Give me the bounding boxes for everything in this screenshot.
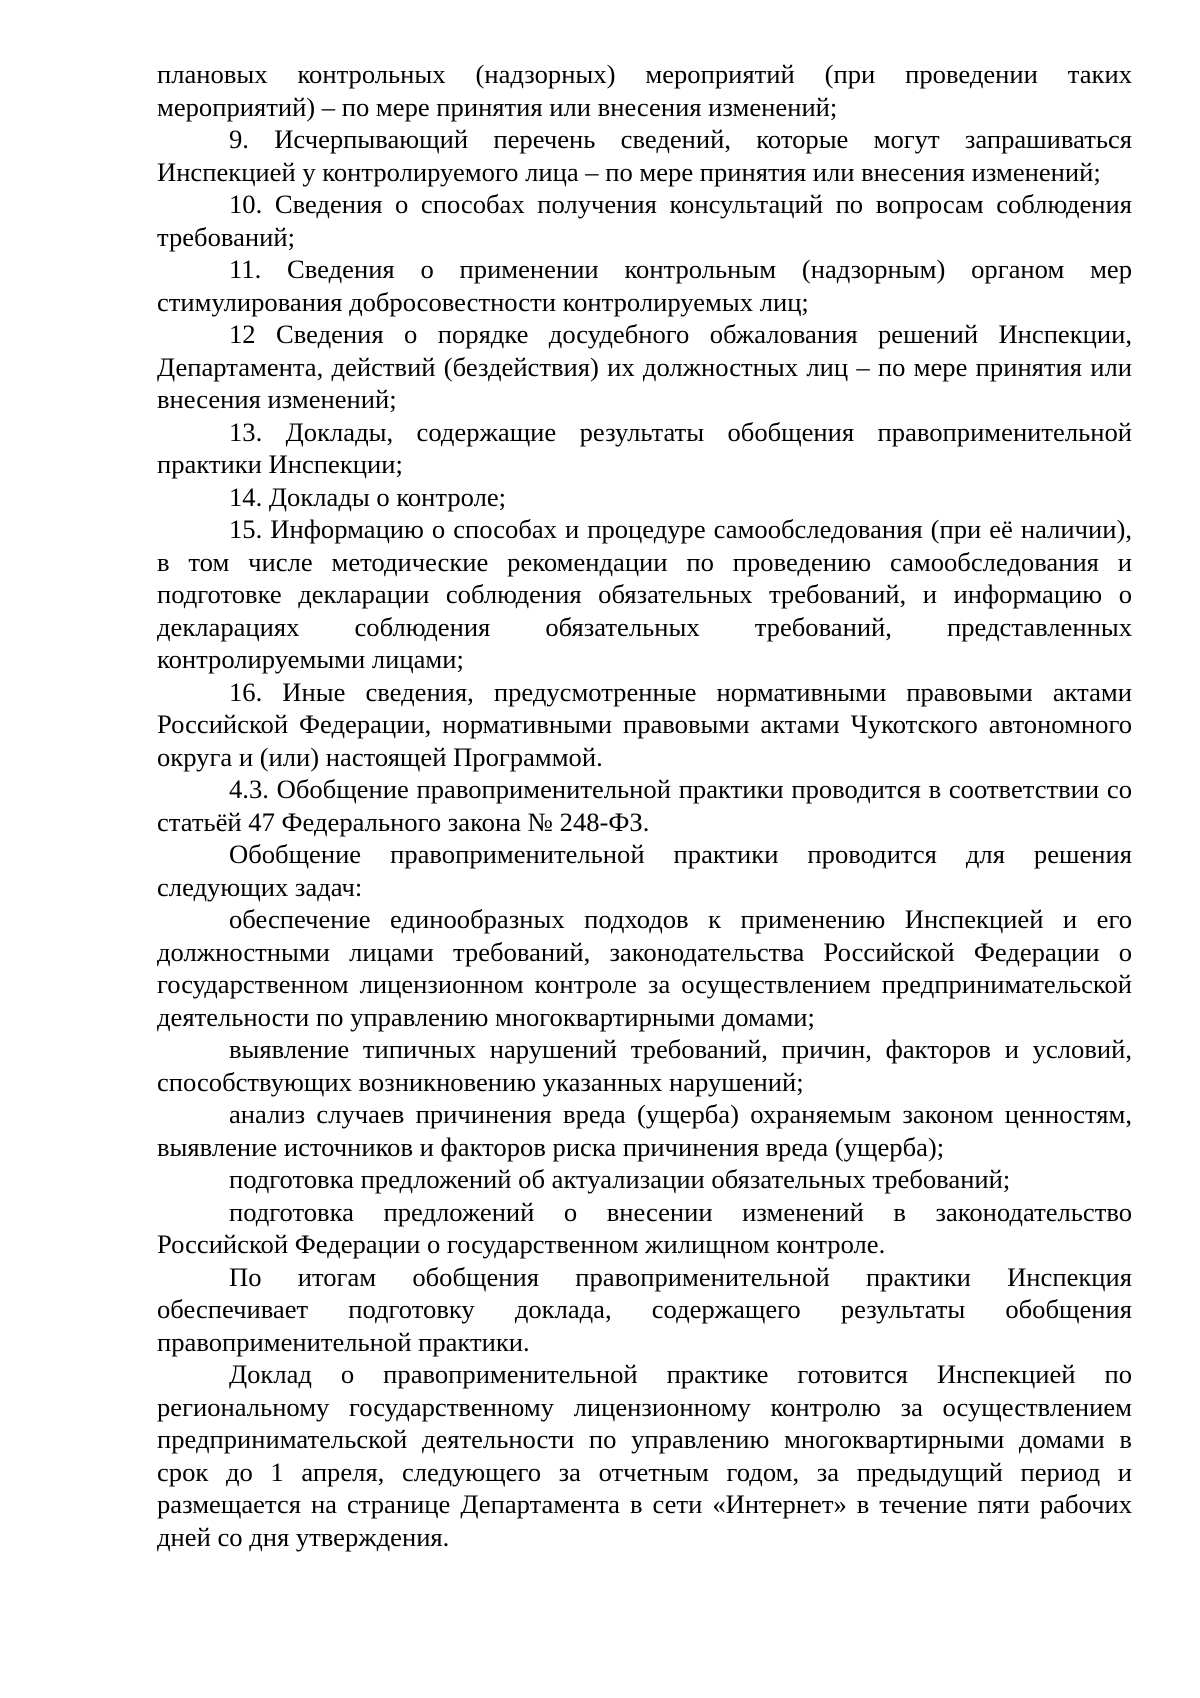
paragraph-continuation: плановых контрольных (надзорных) мероприятий (при проведении таких мероприятий) – по мере принятия или внесения изменений;: [157, 59, 1132, 122]
task-item-3: анализ случаев причинения вреда (ущерба) охраняемым законом ценностям, выявление источников и факторов риска причинения вреда (ущерба);: [157, 1099, 1132, 1162]
paragraph-report-deadline: Доклад о правоприменительной практике готовится Инспекцией по региональному государственному лицензионному контролю за осуществлением предпринимательской деятельности по управлению многоквартирными домами в срок до 1 апреля, следующего за отчетным годом, за предыдущий период и размещается на странице Департамента в сети «Интернет» в течение пяти рабочих дней со дня утверждения.: [157, 1359, 1132, 1552]
list-item-10: 10. Сведения о способах получения консультаций по вопросам соблюдения требований;: [157, 189, 1132, 252]
list-item-13: 13. Доклады, содержащие результаты обобщения правоприменительной практики Инспекции;: [157, 416, 1132, 479]
task-item-1: обеспечение единообразных подходов к применению Инспекцией и его должностными лицами требований, законодательства Российской Федерации о государственном лицензионном контроле за осуществлением предпринимательской деятельности по управлению многоквартирными домами;: [157, 904, 1132, 1032]
list-item-16: 16. Иные сведения, предусмотренные нормативными правовыми актами Российской Федерации, нормативными правовыми актами Чукотского автономного округа и (или) настоящей Программой.: [157, 676, 1132, 772]
list-item-15: 15. Информацию о способах и процедуре самообследования (при её наличии), в том числе методические рекомендации по проведению самообследования и подготовке декларации соблюдения обязательных требований, и информацию о декларациях соблюдения обязательных требований, представленных контролируемыми лицами;: [157, 514, 1132, 674]
list-item-9: 9. Исчерпывающий перечень сведений, которые могут запрашиваться Инспекцией у контролируемого лица – по мере принятия или внесения изменений;: [157, 124, 1132, 187]
list-item-11: 11. Сведения о применении контрольным (надзорным) органом мер стимулирования добросовестности контролируемых лиц;: [157, 254, 1132, 317]
task-item-4: подготовка предложений об актуализации обязательных требований;: [229, 1164, 1011, 1194]
list-item-14: 14. Доклады о контроле;: [229, 481, 507, 512]
task-item-2: выявление типичных нарушений требований, причин, факторов и условий, способствующих возникновению указанных нарушений;: [157, 1034, 1132, 1097]
paragraph-report-preparation: По итогам обобщения правоприменительной практики Инспекция обеспечивает подготовку доклада, содержащего результаты обобщения правоприменительной практики.: [157, 1261, 1132, 1357]
section-4-3: 4.3. Обобщение правоприменительной практики проводится в соответствии со статьёй 47 Федерального закона № 248-ФЗ.: [157, 774, 1132, 837]
task-item-5: подготовка предложений о внесении изменений в законодательство Российской Федерации о государственном жилищном контроле.: [157, 1196, 1132, 1259]
document-body: [157, 58, 1132, 1553]
list-item-12: 12 Сведения о порядке досудебного обжалования решений Инспекции, Департамента, действий (бездействия) их должностных лиц – по мере принятия или внесения изменений;: [157, 319, 1132, 414]
paragraph-tasks-intro: Обобщение правоприменительной практики проводится для решения следующих задач:: [157, 839, 1132, 902]
